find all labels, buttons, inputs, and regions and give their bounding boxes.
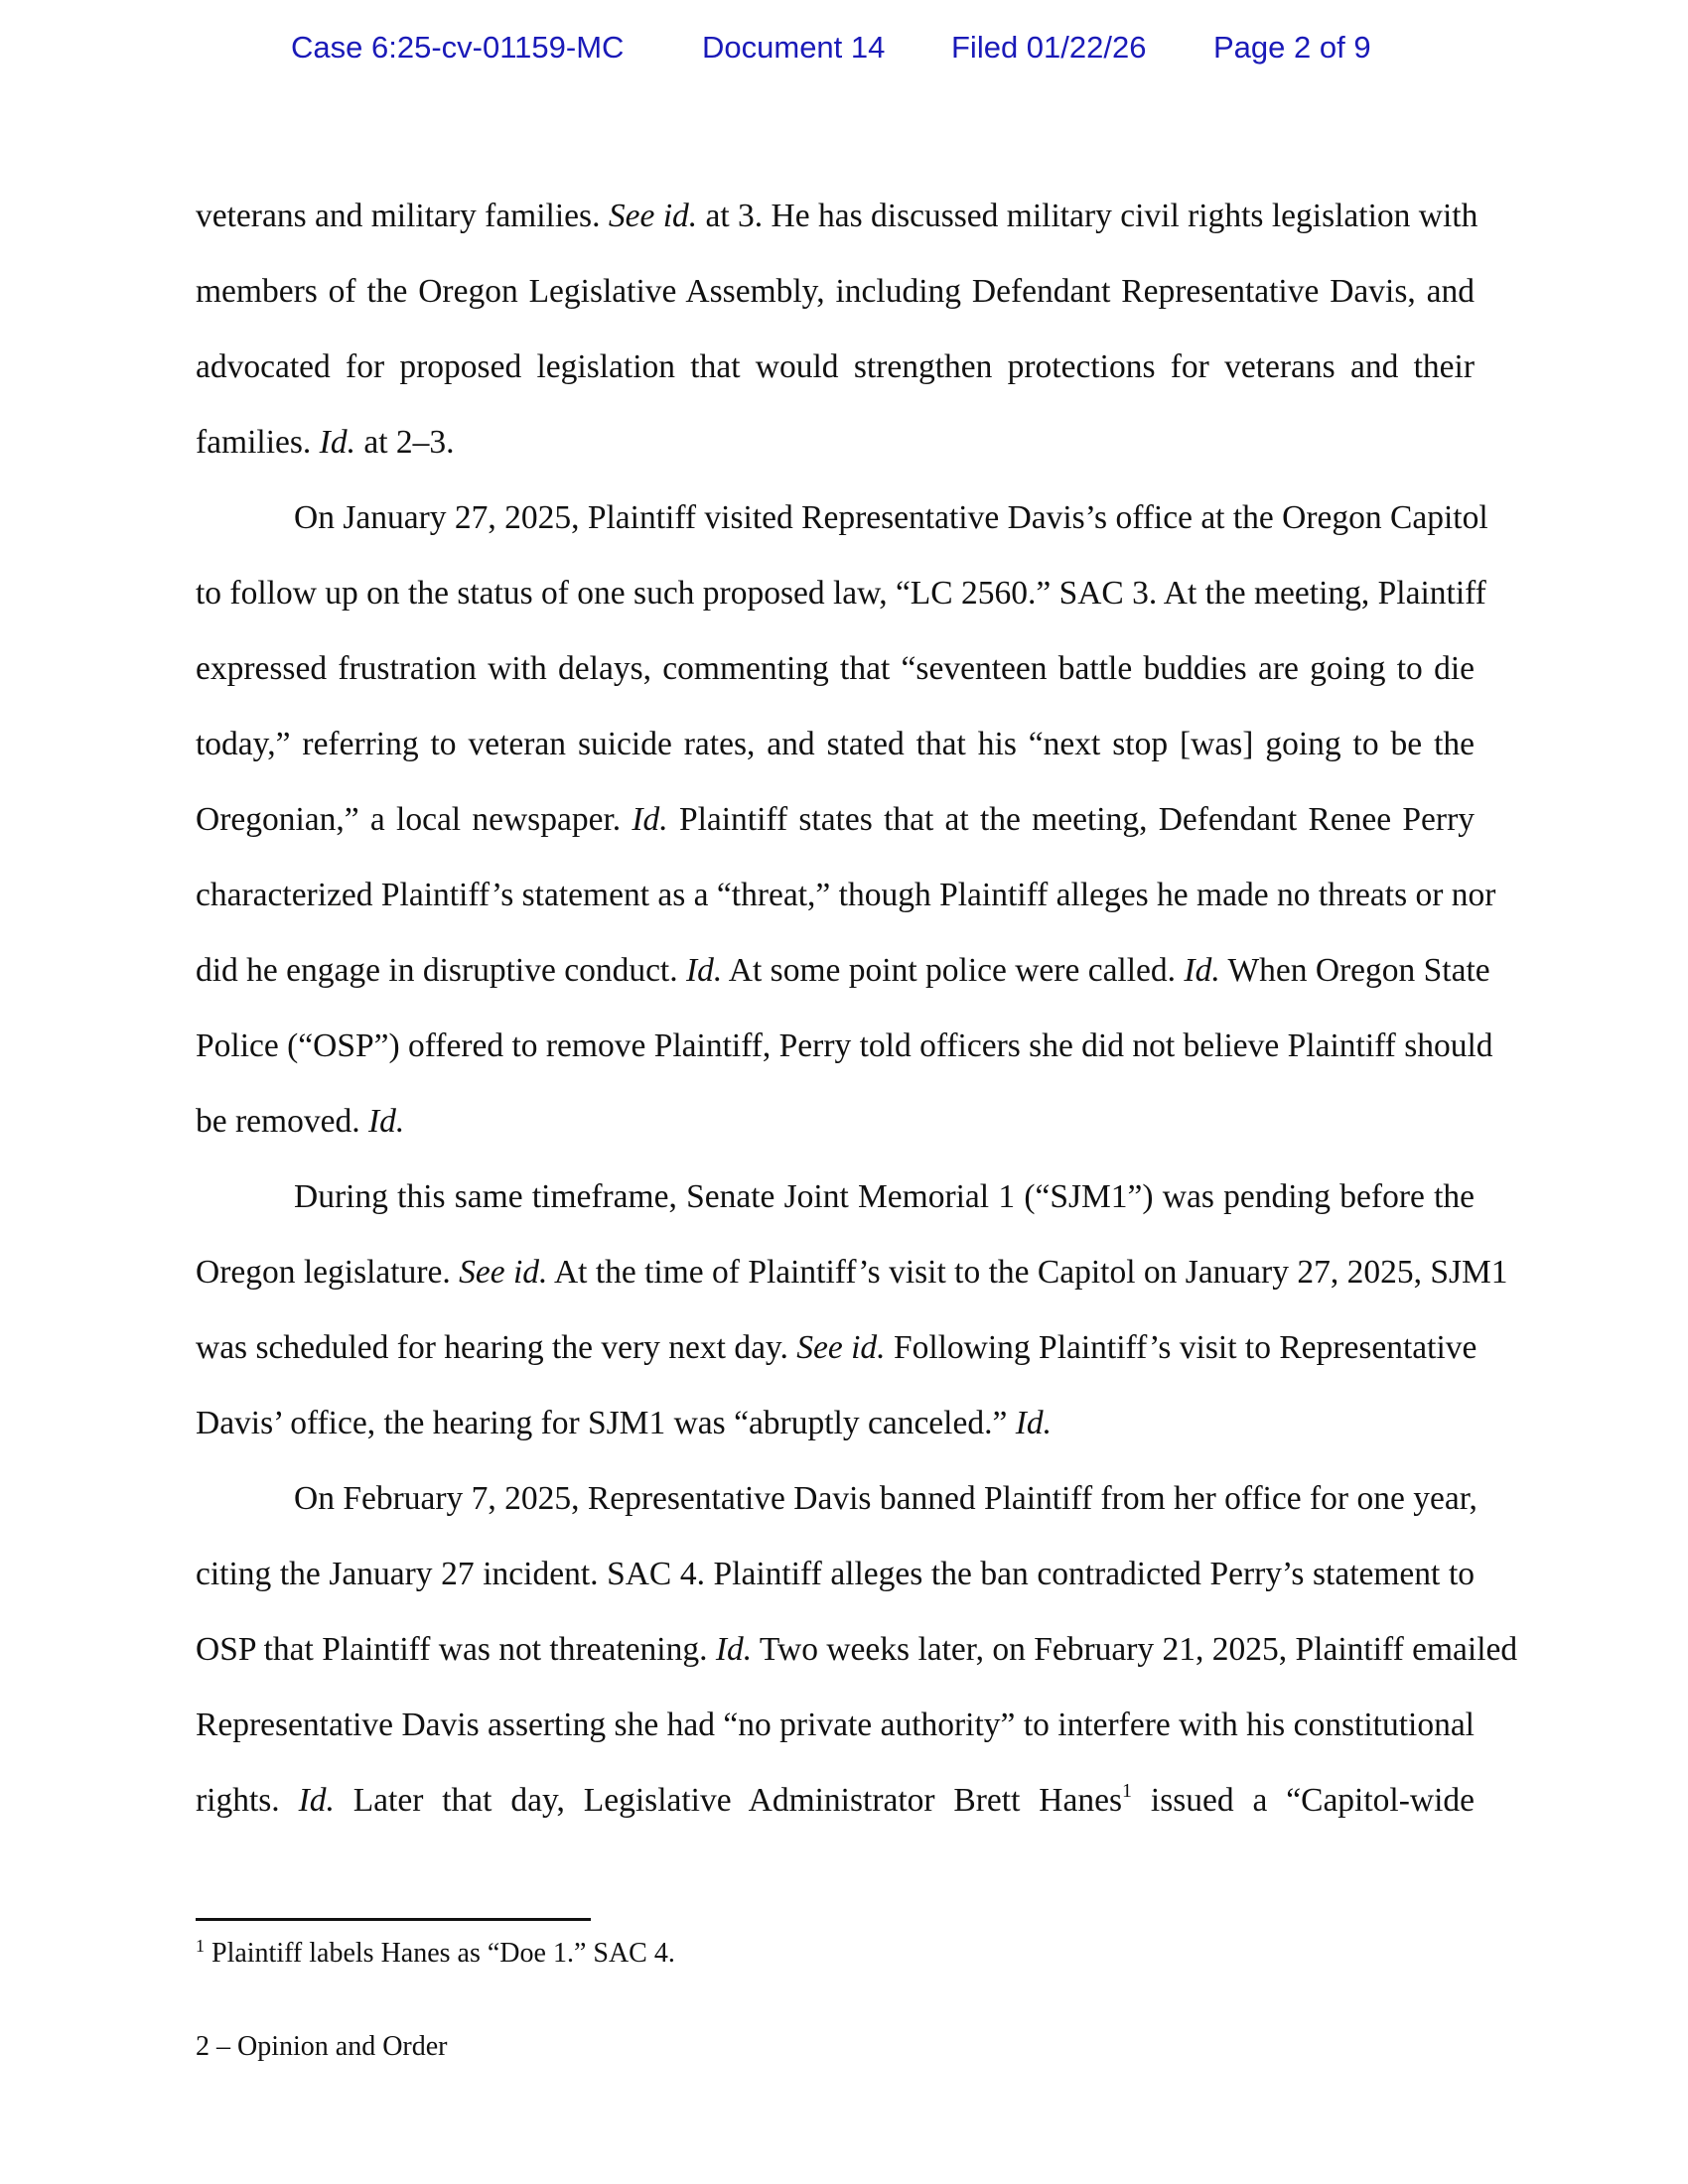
- citation: Id.: [367, 1103, 405, 1140]
- citation: Id.: [715, 1631, 753, 1668]
- text-segment: OSP that Plaintiff was not threatening.: [196, 1631, 716, 1668]
- header-document-number: Document 14: [702, 30, 886, 65]
- text-line: [196, 1009, 1493, 1084]
- footnote-reference: 1: [1122, 1780, 1133, 1802]
- citation: See id.: [459, 1254, 548, 1291]
- text-segment: Police (“OSP”) offered to remove Plaintiff, Perry told officers she did not believe Plaintiff should: [196, 1027, 1493, 1064]
- text-segment: did he engage in disruptive conduct.: [196, 952, 686, 989]
- text-segment: Two weeks later, on February 21, 2025, Plaintiff emailed: [752, 1631, 1518, 1668]
- citation: Id.: [1184, 952, 1220, 989]
- text-segment: At the time of Plaintiff’s visit to the Capitol on January 27, 2025, SJM1: [547, 1254, 1508, 1291]
- text-line: [196, 1084, 1475, 1160]
- citation: Id.: [298, 1782, 335, 1819]
- citation: See id.: [608, 198, 698, 234]
- header-filed-date: Filed 01/22/26: [951, 30, 1147, 65]
- text-line: [196, 1763, 1475, 1839]
- text-segment: Later that day, Legislative Administrator Brett Hanes: [334, 1782, 1123, 1819]
- text-line: [196, 707, 1475, 782]
- text-segment: rights.: [196, 1782, 299, 1819]
- page-footer: 2 – Opinion and Order: [196, 2031, 448, 2062]
- text-segment: Oregonian,” a local newspaper.: [196, 801, 633, 838]
- text-line: [196, 1612, 1518, 1688]
- text-line: [196, 179, 1478, 254]
- citation: Id.: [632, 801, 668, 838]
- text-line: [196, 1310, 1475, 1386]
- text-segment: characterized Plaintiff’s statement as a “threat,” though Plaintiff alleges he made no threats or nor: [196, 877, 1496, 913]
- text-segment: Oregon legislature.: [196, 1254, 460, 1291]
- text-line: [196, 858, 1496, 933]
- text-segment: was scheduled for hearing the very next day.: [196, 1329, 797, 1366]
- text-line: [196, 254, 1475, 330]
- text-line: [196, 1386, 1475, 1461]
- text-line: [196, 1688, 1475, 1763]
- header-case-number: Case 6:25-cv-01159-MC: [291, 30, 625, 65]
- text-line: [196, 556, 1486, 631]
- text-segment: be removed.: [196, 1103, 368, 1140]
- footnote: [196, 1938, 675, 1970]
- text-segment: When Oregon State: [1219, 952, 1490, 989]
- text-segment: Davis’ office, the hearing for SJM1 was “abruptly canceled.”: [196, 1405, 1016, 1441]
- body-text: [196, 179, 1518, 1839]
- text-segment: At some point police were called.: [722, 952, 1185, 989]
- text-line: [196, 1235, 1508, 1310]
- text-line: [196, 631, 1475, 707]
- text-line: [196, 1537, 1475, 1612]
- text-line: [196, 933, 1490, 1009]
- text-segment: expressed frustration with delays, commenting that “seventeen battle buddies are going to die: [196, 650, 1475, 687]
- text-line: [196, 1461, 1475, 1537]
- text-segment: at 3. He has discussed military civil rights legislation with: [697, 198, 1478, 234]
- footnote-text: Plaintiff labels Hanes as “Doe 1.” SAC 4.: [211, 1938, 675, 1969]
- text-segment: members of the Oregon Legislative Assembly, including Defendant Representative Davis, and: [196, 273, 1475, 310]
- text-segment: On January 27, 2025, Plaintiff visited Representative Davis’s office at the Oregon Capitol: [294, 499, 1488, 536]
- text-segment: Representative Davis asserting she had “no private authority” to interfere with his constitutional: [196, 1706, 1475, 1743]
- text-segment: advocated for proposed legislation that would strengthen protections for veterans and their: [196, 348, 1475, 385]
- text-line: [196, 1160, 1475, 1235]
- citation: Id.: [319, 424, 355, 461]
- text-segment: to follow up on the status of one such proposed law, “LC 2560.” SAC 3. At the meeting, Plaintiff: [196, 575, 1486, 612]
- citation: See id.: [796, 1329, 886, 1366]
- text-segment: families.: [196, 424, 320, 461]
- text-segment: On February 7, 2025, Representative Davis banned Plaintiff from her office for one year,: [294, 1480, 1477, 1517]
- footnote-divider: [196, 1918, 591, 1921]
- citation: Id.: [686, 952, 723, 989]
- text-segment: During this same timeframe, Senate Joint Memorial 1 (“SJM1”) was pending before the: [294, 1178, 1475, 1215]
- citation: Id.: [1015, 1405, 1053, 1441]
- text-line: [196, 405, 1475, 480]
- text-segment: Plaintiff states that at the meeting, Defendant Renee Perry: [667, 801, 1475, 838]
- text-segment: Following Plaintiff’s visit to Representative: [885, 1329, 1477, 1366]
- text-line: [196, 480, 1488, 556]
- text-line: [196, 782, 1475, 858]
- text-segment: issued a “Capitol-wide: [1132, 1782, 1476, 1819]
- header-page-number: Page 2 of 9: [1213, 30, 1371, 65]
- text-segment: today,” referring to veteran suicide rates, and stated that his “next stop [was] going to be the: [196, 726, 1475, 762]
- text-segment: citing the January 27 incident. SAC 4. Plaintiff alleges the ban contradicted Perry’s statement to: [196, 1556, 1475, 1592]
- footnote-marker: 1: [196, 1936, 205, 1956]
- text-segment: at 2–3.: [354, 424, 455, 461]
- text-line: [196, 330, 1475, 405]
- text-segment: veterans and military families.: [196, 198, 609, 234]
